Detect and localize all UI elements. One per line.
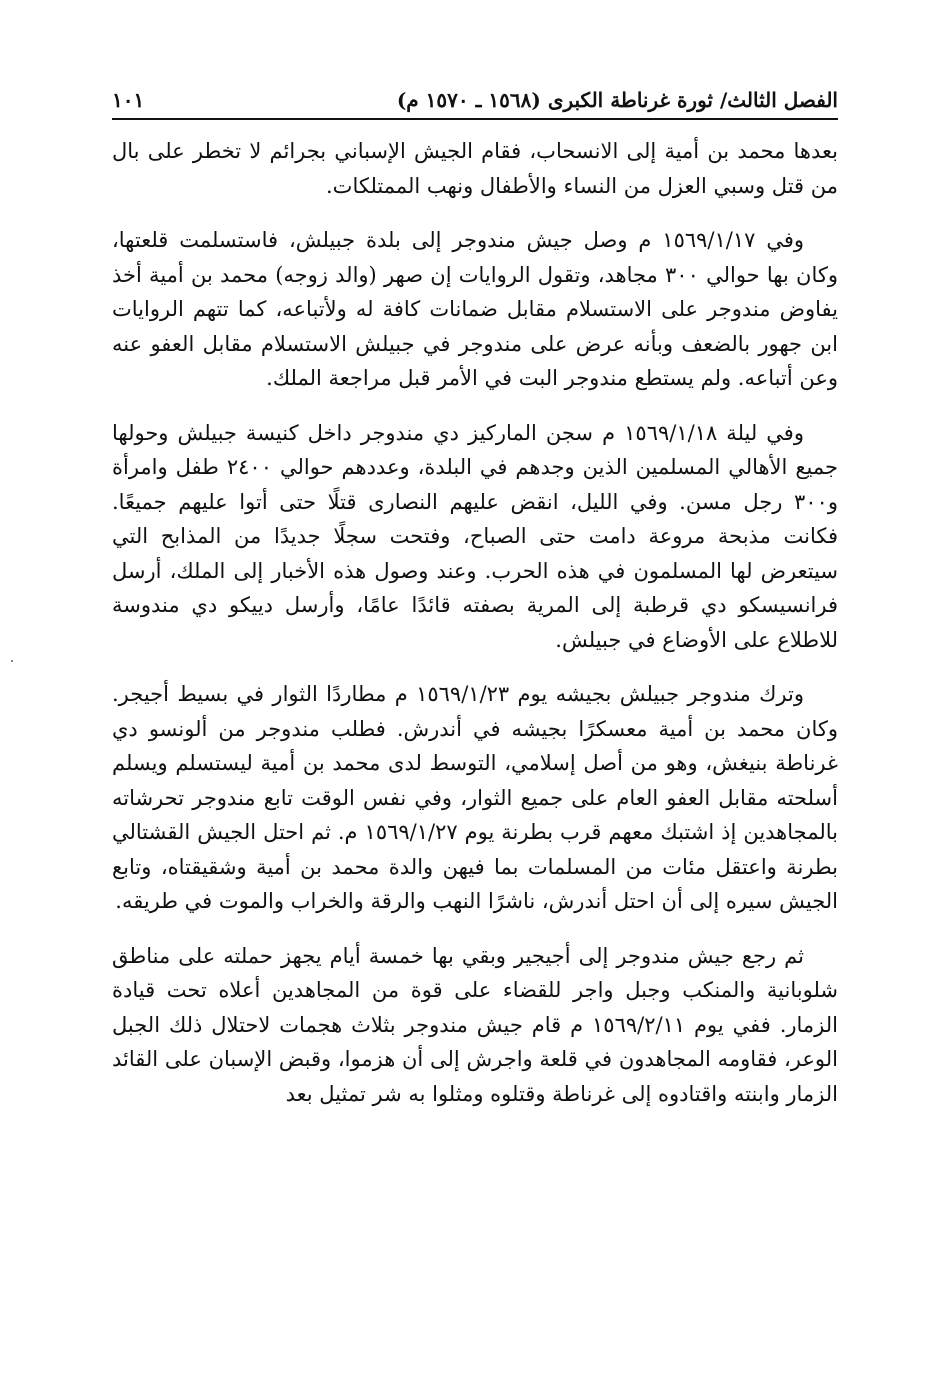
- page-number: ١٠١: [112, 88, 145, 112]
- scan-speck: [11, 660, 13, 662]
- paragraph-1: بعدها محمد بن أمية إلى الانسحاب، فقام الجيش الإسباني بجرائم لا تخطر على بال من قتل وسبي العزل من النساء والأطفال ونهب الممتلكات.: [112, 139, 838, 198]
- paragraph-4: وترك مندوجر جبيلش بجيشه يوم ١٥٦٩/١/٢٣ م مطاردًا الثوار في بسيط أجيجر. وكان محمد بن أمية معسكرًا بجيشه في أندرش. فطلب مندوجر من ألونسو دي غرناطة بنيغش، وهو من أصل إسلامي، التوسط لدى محمد بن أمية ليستسلم ويسلم أسلحته مقابل العفو العام على جميع الثوار، وفي نفس الوقت تابع مندوجر تحرشاته بالمجاهدين إذ اشتبك معهم قرب بطرنة يوم ١٥٦٩/١/٢٧ م. ثم احتل الجيش القشتالي بطرنة واعتقل مئات من المسلمات بما فيهن والدة محمد بن أمية وشقيقتاه، وتابع الجيش سيره إلى أن احتل أندرش، ناشرًا النهب والرقة والخراب والموت في طريقه.: [112, 682, 838, 913]
- chapter-title: الفصل الثالث/ ثورة غرناطة الكبرى (١٥٦٨ ـ ١٥٧٠ م): [396, 88, 838, 112]
- paragraph-3: وفي ليلة ١٥٦٩/١/١٨ م سجن الماركيز دي مندوجر داخل كنيسة جبيلش وحولها جميع الأهالي المسلمين الذين وجدهم في البلدة، وعددهم حوالي ٢٤٠٠ طفل وامرأة و٣٠٠ رجل مسن. وفي الليل، انقض عليهم النصارى قتلًا حتى أتوا عليهم جميعًا. فكانت مذبحة مروعة دامت حتى الصباح، وفتحت سجلًا جديدًا من المذابح التي سيتعرض لها المسلمون في هذه الحرب. وعند وصول هذه الأخبار إلى الملك، أرسل فرانسيسكو دي قرطبة إلى المرية بصفته قائدًا عامًا، وأرسل دييكو دي مندوسة للاطلاع على الأوضاع في جبيلش.: [112, 420, 838, 652]
- paragraph-2: وفي ١٥٦٩/١/١٧ م وصل جيش مندوجر إلى بلدة جبيلش، فاستسلمت قلعتها، وكان بها حوالي ٣٠٠ مجاهد، وتقول الروايات إن صهر (والد زوجه) محمد بن أمية أخذ يفاوض مندوجر على الاستسلام مقابل ضمانات كافة له ولأتباعه، كما تتهم الروايات ابن جهور بالضعف وبأنه عرض على مندوجر في جبيلش الاستسلام مقابل العفو عنه وعن أتباعه. ولم يستطع مندوجر البت في الأمر قبل مراجعة الملك.: [112, 228, 838, 390]
- body-text: [112, 134, 838, 1111]
- paragraph-5: ثم رجع جيش مندوجر إلى أجيجير وبقي بها خمسة أيام يجهز حملته على مناطق شلوبانية والمنكب وجبل واجر للقضاء على قوة من المجاهدين أعلاه تحت قيادة الزمار. ففي يوم ١٥٦٩/٢/١١ م قام جيش مندوجر بثلاث هجمات لاحتلال ذلك الجبل الوعر، فقاومه المجاهدون في قلعة واجرش إلى أن هزموا، وقبض الإسبان على القائد الزمار وابنته واقتادوه إلى غرناطة وقتلوه ومثلوا به شر تمثيل بعد: [112, 943, 838, 1106]
- running-header: [112, 78, 838, 120]
- book-page: [112, 78, 838, 1131]
